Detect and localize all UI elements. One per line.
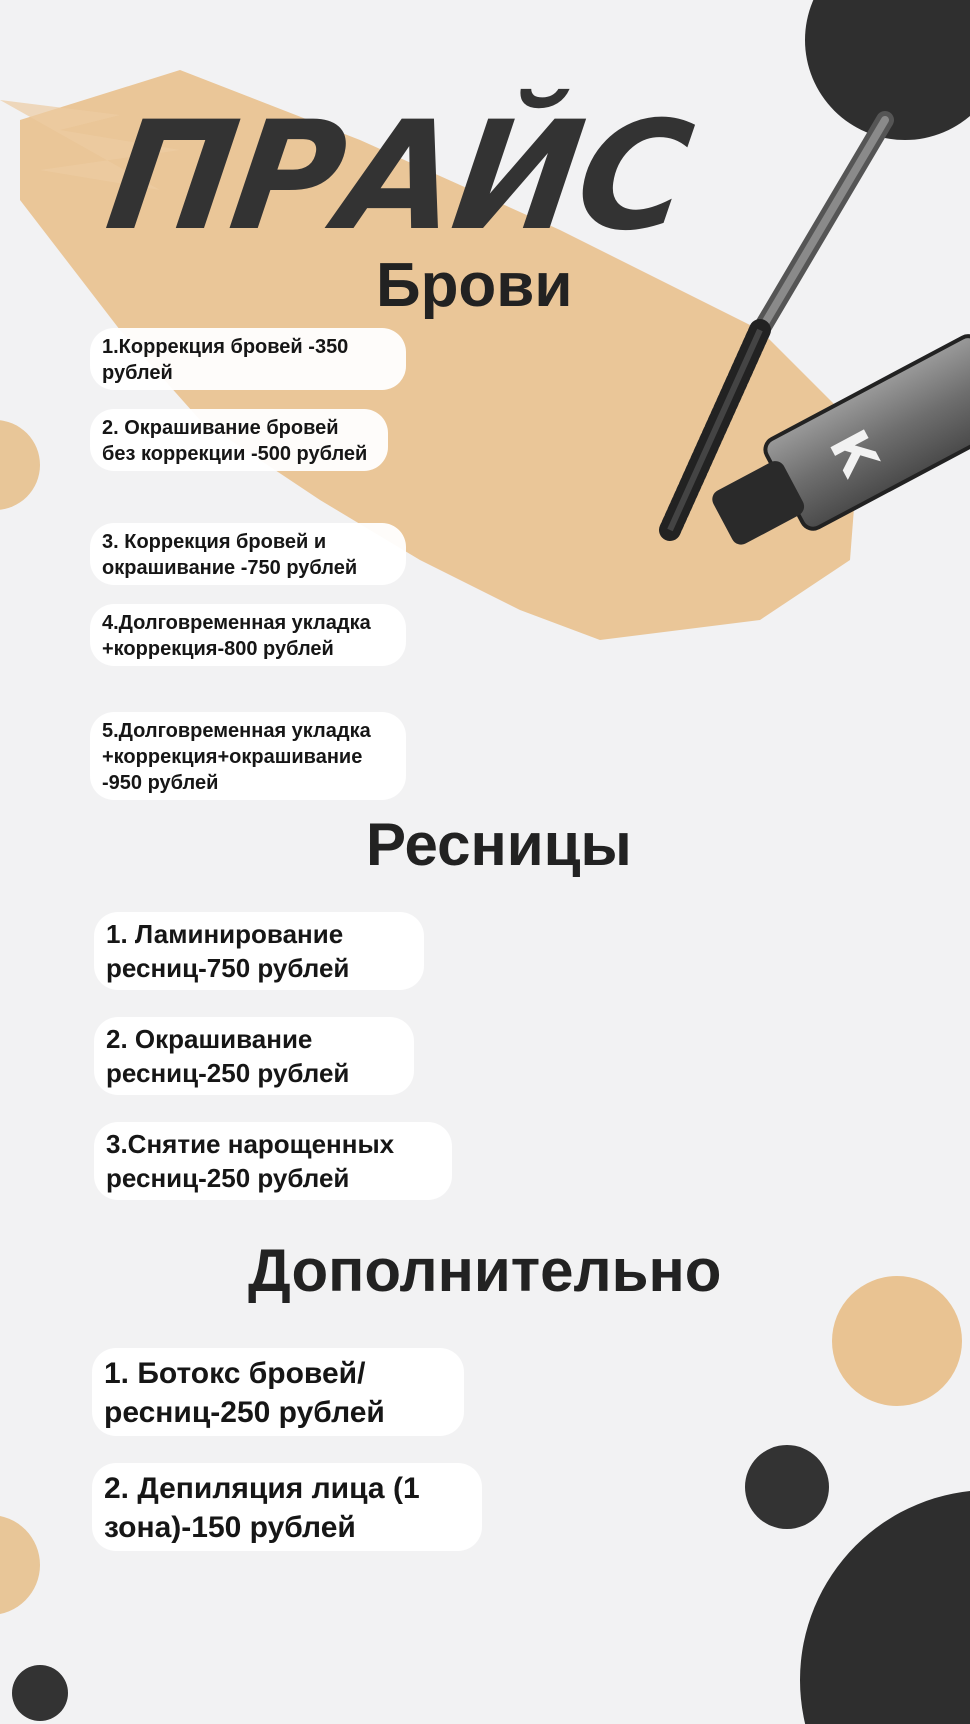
beige-circle-right: [832, 1276, 962, 1406]
page-title: ПРАЙС: [97, 90, 700, 264]
brows-item-1: [90, 328, 406, 390]
list-item: 2. Депиляция лица (1 зона)-150 рублей: [104, 1472, 420, 1544]
list-item: 2. Окрашивание ресниц-250 рублей: [106, 1024, 350, 1088]
list-item: 3. Коррекция бровей и окрашивание -750 рублей: [102, 531, 358, 579]
section-title-lashes: Ресницы: [366, 811, 632, 878]
extra-item-2: [92, 1463, 482, 1551]
list-item: 5.Долговременная укладка +коррекция+окрашивание -950 рублей: [102, 720, 371, 794]
list-item: 1. Ботокс бровей/ ресниц-250 рублей: [104, 1357, 385, 1429]
beige-circle-left: [0, 420, 40, 510]
beige-circle-bottom-left: [0, 1515, 40, 1615]
extra-item-1: [92, 1348, 464, 1436]
list-item: 3.Снятие нарощенных ресниц-250 рублей: [106, 1129, 395, 1193]
list-item: 2. Окрашивание бровей без коррекции -500 рублей: [102, 417, 368, 465]
list-item: 4.Долговременная укладка +коррекция-800 рублей: [102, 612, 371, 660]
dark-circle-bottom-right: [800, 1490, 970, 1724]
section-title-extra: Дополнительно: [248, 1237, 722, 1304]
list-item: 1.Коррекция бровей -350 рублей: [102, 336, 349, 384]
brows-item-5: [90, 712, 406, 800]
list-item: 1. Ламинирование ресниц-750 рублей: [106, 919, 350, 983]
lashes-item-3: [94, 1122, 452, 1200]
dark-circle-right: [745, 1445, 829, 1529]
brows-item-2: [90, 409, 388, 471]
lashes-item-2: [94, 1017, 414, 1095]
svg-text:К: К: [816, 420, 890, 487]
section-title-brows: Брови: [376, 251, 573, 320]
dark-circle-bottom-left: [12, 1665, 68, 1721]
lashes-item-1: [94, 912, 424, 990]
brows-item-4: [90, 604, 406, 666]
brows-item-3: [90, 523, 406, 585]
